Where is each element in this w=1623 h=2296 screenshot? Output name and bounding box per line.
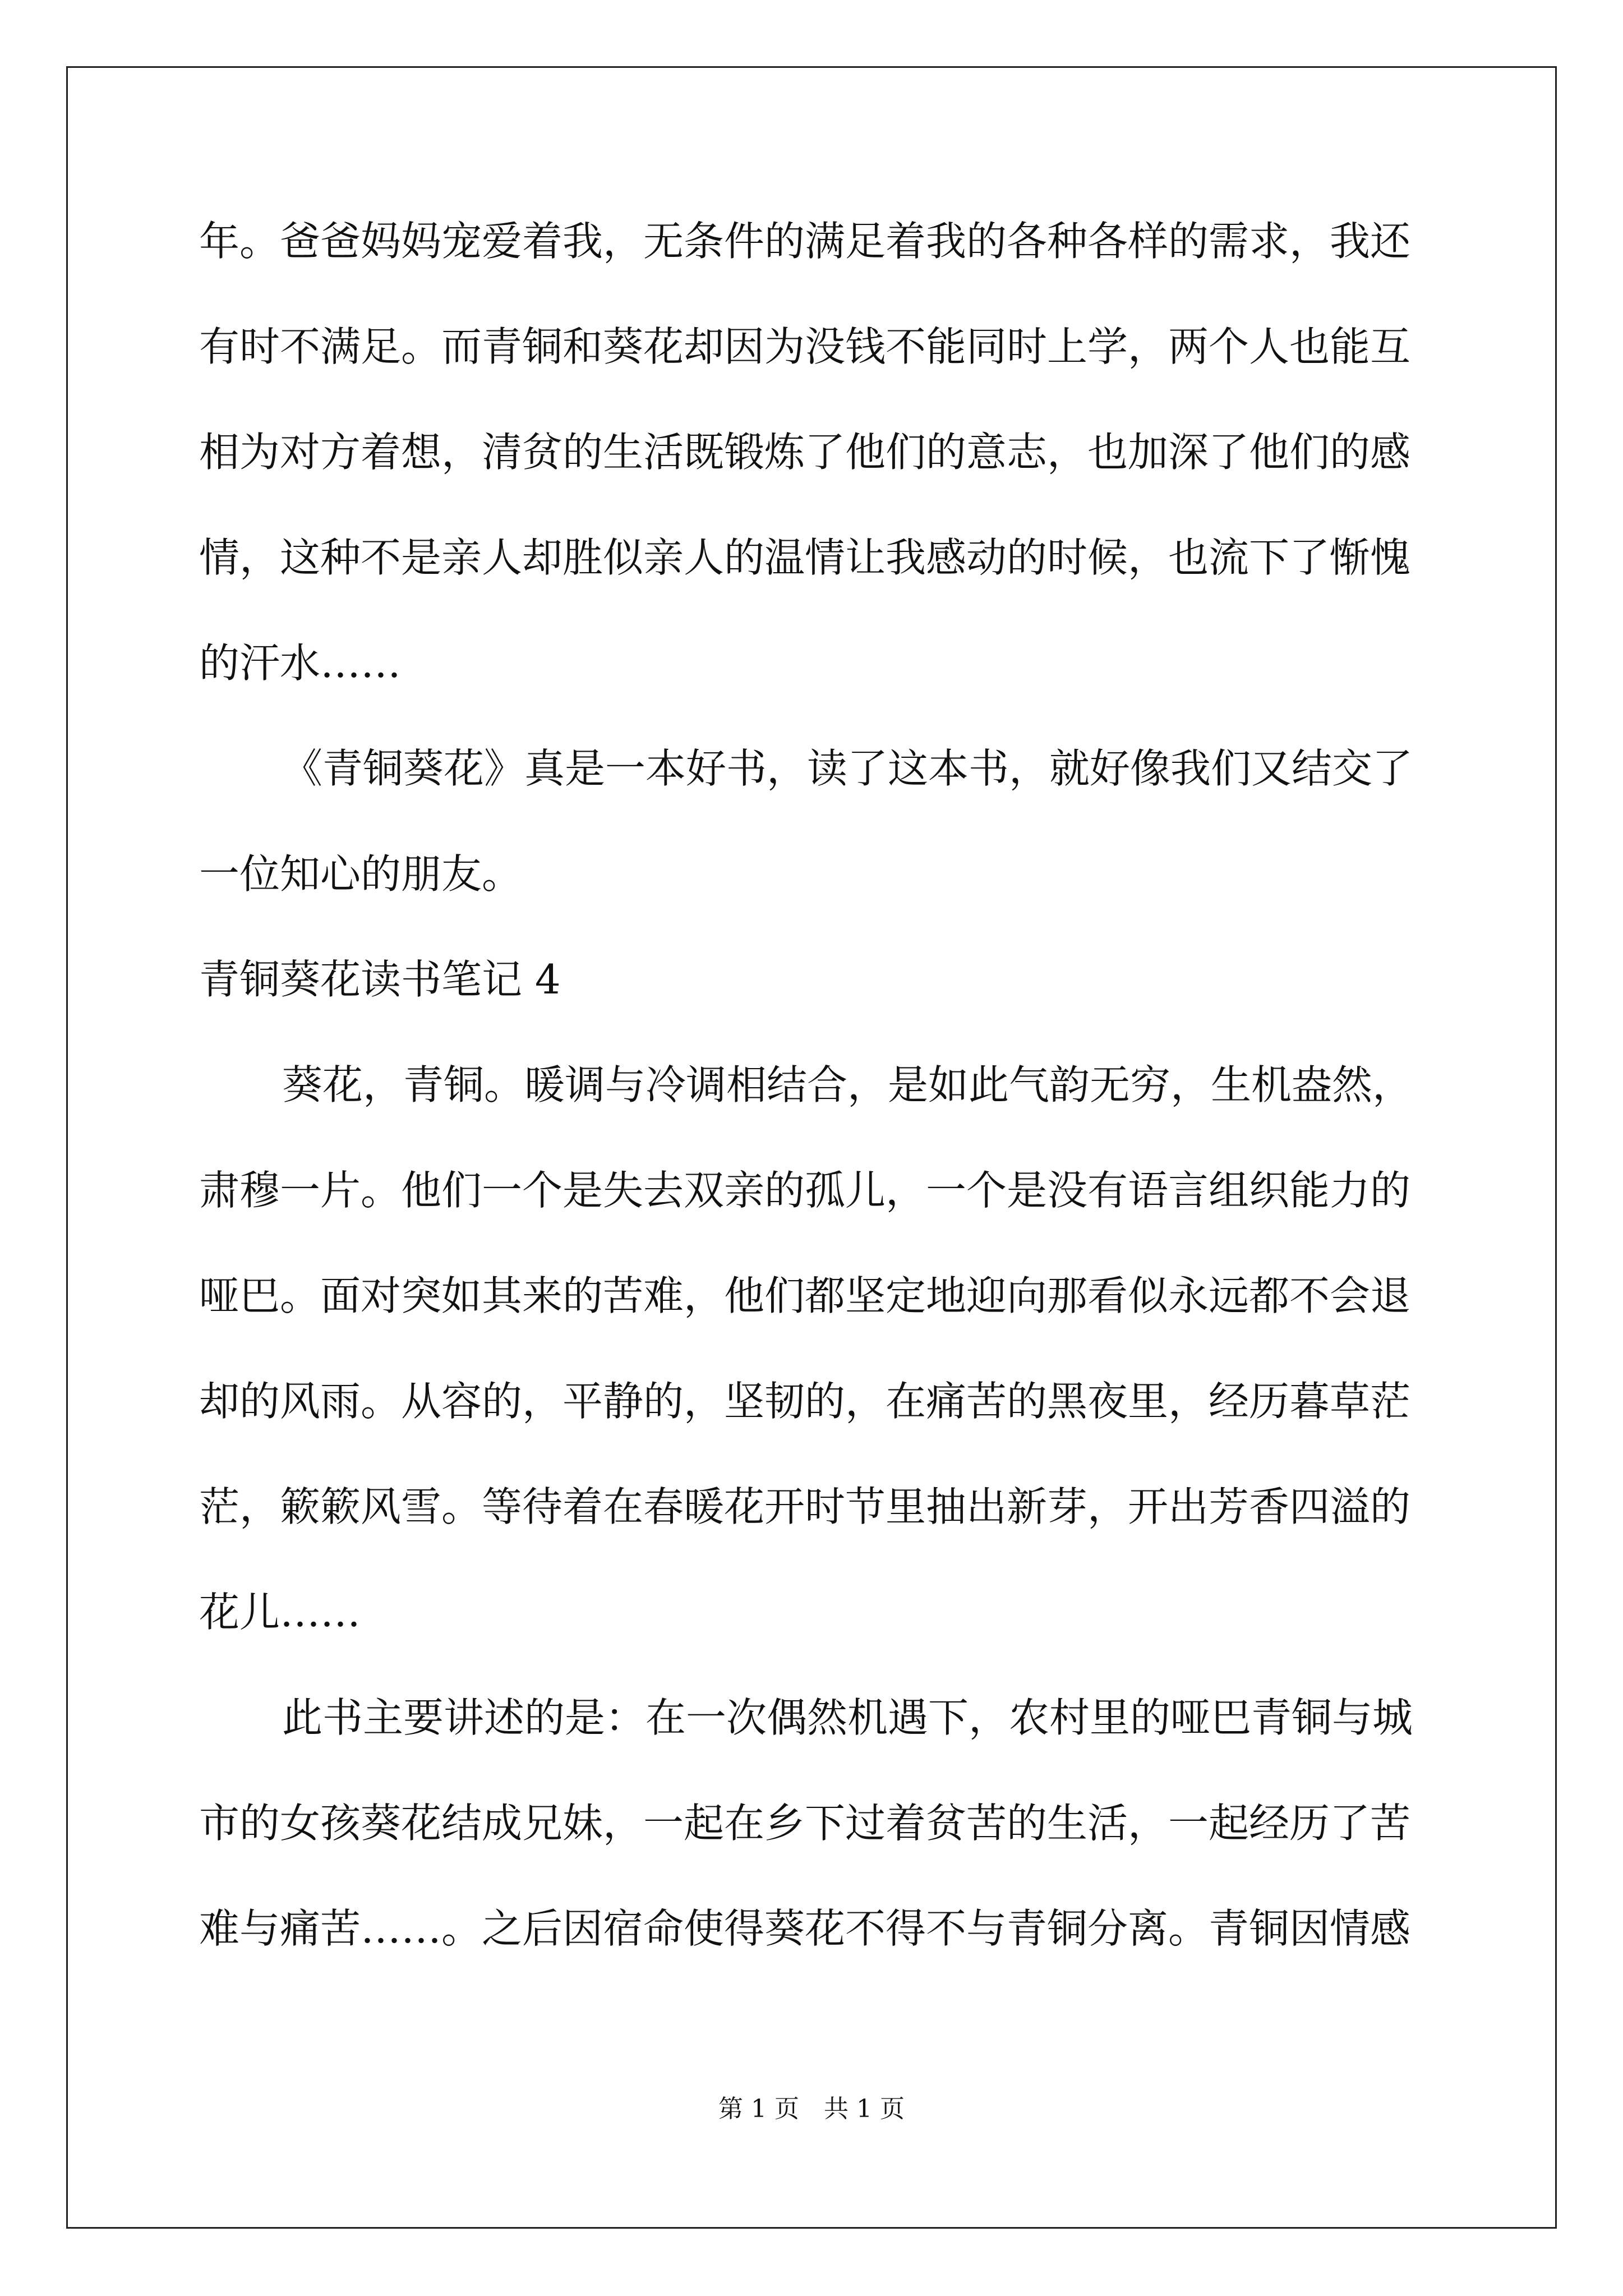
paragraph-1-line-2: 有时不满足。而青铜和葵花却因为没钱不能同时上学，两个人也能互 bbox=[199, 323, 1411, 370]
paragraph-3-line-2: 肃穆一片。他们一个是失去双亲的孤儿，一个是没有语言组织能力的 bbox=[199, 1167, 1411, 1214]
section-heading: 青铜葵花读书笔记 4 bbox=[199, 956, 561, 1003]
paragraph-3-line-5: 茫，簌簌风雪。等待着在春暖花开时节里抽出新芽，开出芳香四溢的 bbox=[199, 1483, 1411, 1530]
paragraph-2-line-1: 《青铜葵花》真是一本好书，读了这本书，就好像我们又结交了 bbox=[282, 745, 1413, 792]
paragraph-1-line-3: 相为对方着想，清贫的生活既锻炼了他们的意志，也加深了他们的感 bbox=[199, 429, 1411, 476]
paragraph-2-line-2: 一位知心的朋友。 bbox=[199, 850, 523, 898]
paragraph-3-line-3: 哑巴。面对突如其来的苦难，他们都坚定地迎向那看似永远都不会退 bbox=[199, 1272, 1411, 1319]
paragraph-3-line-4: 却的风雨。从容的，平静的，坚韧的，在痛苦的黑夜里，经历暮草茫 bbox=[199, 1378, 1411, 1425]
paragraph-1-line-4: 情，这种不是亲人却胜似亲人的温情让我感动的时候，也流下了惭愧 bbox=[199, 534, 1411, 581]
paragraph-3-line-6: 花儿…… bbox=[199, 1589, 361, 1636]
paragraph-3-line-1: 葵花，青铜。暖调与冷调相结合，是如此气韵无穷，生机盎然， bbox=[282, 1061, 1413, 1108]
page-footer: 第 1 页 共 1 页 bbox=[718, 2095, 905, 2123]
paragraph-4-line-1: 此书主要讲述的是：在一次偶然机遇下，农村里的哑巴青铜与城 bbox=[282, 1694, 1413, 1741]
paragraph-1-line-1: 年。爸爸妈妈宠爱着我，无条件的满足着我的各种各样的需求，我还 bbox=[199, 218, 1411, 265]
paragraph-4-line-2: 市的女孩葵花结成兄妹，一起在乡下过着贫苦的生活，一起经历了苦 bbox=[199, 1800, 1411, 1847]
paragraph-4-line-3: 难与痛苦……。之后因宿命使得葵花不得不与青铜分离。青铜因情感 bbox=[199, 1905, 1411, 1952]
paragraph-1-line-5: 的汗水…… bbox=[199, 639, 402, 687]
